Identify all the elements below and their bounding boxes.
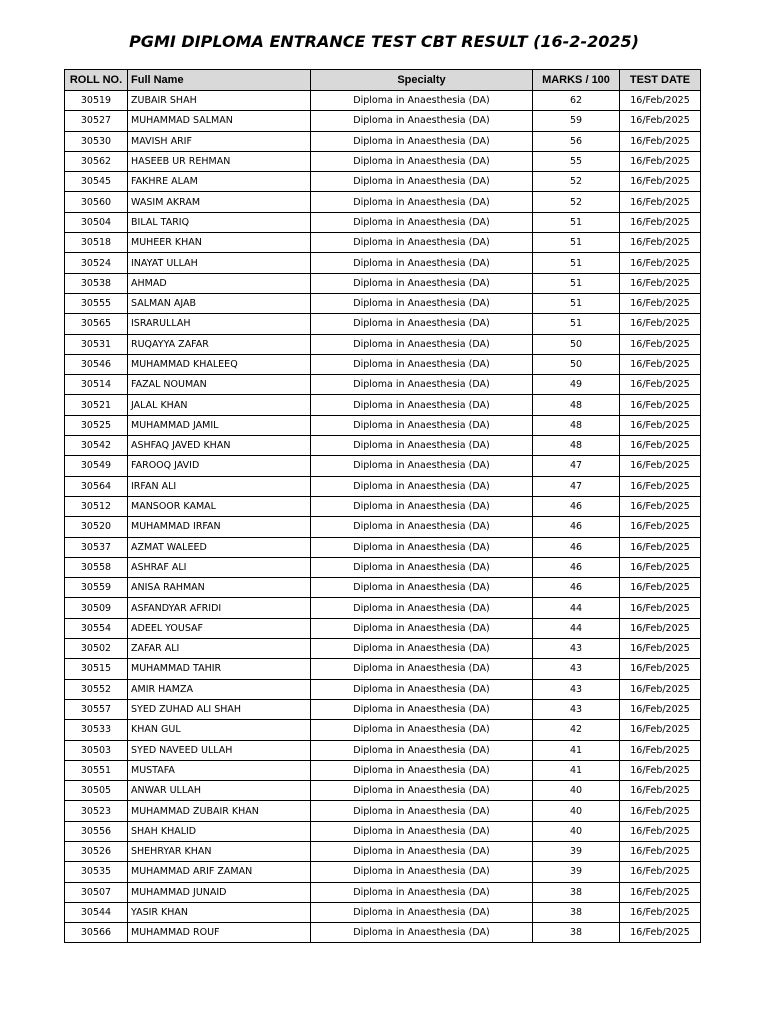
test-date-cell: 16/Feb/2025 <box>620 192 701 212</box>
test-date-cell: 16/Feb/2025 <box>620 598 701 618</box>
specialty-cell: Diploma in Anaesthesia (DA) <box>311 557 533 577</box>
marks-cell: 49 <box>533 375 620 395</box>
table-row <box>65 639 701 659</box>
test-date-cell: 16/Feb/2025 <box>620 212 701 232</box>
test-date-cell: 16/Feb/2025 <box>620 375 701 395</box>
roll-no-cell: 30549 <box>65 456 128 476</box>
specialty-cell: Diploma in Anaesthesia (DA) <box>311 456 533 476</box>
test-date-cell: 16/Feb/2025 <box>620 253 701 273</box>
marks-cell: 47 <box>533 476 620 496</box>
test-date-cell: 16/Feb/2025 <box>620 476 701 496</box>
roll-no-cell: 30527 <box>65 111 128 131</box>
marks-cell: 50 <box>533 334 620 354</box>
specialty-cell: Diploma in Anaesthesia (DA) <box>311 172 533 192</box>
table-row <box>65 354 701 374</box>
table-row <box>65 91 701 111</box>
test-date-cell: 16/Feb/2025 <box>620 578 701 598</box>
specialty-cell: Diploma in Anaesthesia (DA) <box>311 131 533 151</box>
marks-cell: 51 <box>533 212 620 232</box>
specialty-cell: Diploma in Anaesthesia (DA) <box>311 781 533 801</box>
test-date-cell: 16/Feb/2025 <box>620 821 701 841</box>
roll-no-cell: 30554 <box>65 618 128 638</box>
specialty-cell: Diploma in Anaesthesia (DA) <box>311 151 533 171</box>
marks-cell: 47 <box>533 456 620 476</box>
specialty-cell: Diploma in Anaesthesia (DA) <box>311 821 533 841</box>
table-row <box>65 517 701 537</box>
marks-cell: 43 <box>533 659 620 679</box>
specialty-cell: Diploma in Anaesthesia (DA) <box>311 882 533 902</box>
specialty-cell: Diploma in Anaesthesia (DA) <box>311 923 533 943</box>
table-row <box>65 821 701 841</box>
test-date-cell: 16/Feb/2025 <box>620 415 701 435</box>
specialty-cell: Diploma in Anaesthesia (DA) <box>311 354 533 374</box>
roll-no-cell: 30524 <box>65 253 128 273</box>
full-name-cell: AHMAD <box>128 273 311 293</box>
roll-no-cell: 30558 <box>65 557 128 577</box>
specialty-cell: Diploma in Anaesthesia (DA) <box>311 334 533 354</box>
full-name-cell: SHAH KHALID <box>128 821 311 841</box>
marks-cell: 44 <box>533 598 620 618</box>
marks-cell: 41 <box>533 760 620 780</box>
roll-no-cell: 30519 <box>65 91 128 111</box>
full-name-cell: HASEEB UR REHMAN <box>128 151 311 171</box>
roll-no-cell: 30556 <box>65 821 128 841</box>
full-name-cell: MANSOOR KAMAL <box>128 496 311 516</box>
full-name-cell: MUSTAFA <box>128 760 311 780</box>
roll-no-cell: 30537 <box>65 537 128 557</box>
specialty-cell: Diploma in Anaesthesia (DA) <box>311 314 533 334</box>
test-date-cell: 16/Feb/2025 <box>620 720 701 740</box>
full-name-cell: AZMAT WALEED <box>128 537 311 557</box>
full-name-cell: INAYAT ULLAH <box>128 253 311 273</box>
table-row <box>65 131 701 151</box>
specialty-cell: Diploma in Anaesthesia (DA) <box>311 273 533 293</box>
test-date-cell: 16/Feb/2025 <box>620 781 701 801</box>
marks-cell: 44 <box>533 618 620 638</box>
marks-cell: 42 <box>533 720 620 740</box>
full-name-cell: MUHAMMAD ARIF ZAMAN <box>128 862 311 882</box>
marks-cell: 59 <box>533 111 620 131</box>
roll-no-cell: 30514 <box>65 375 128 395</box>
full-name-cell: AMIR HAMZA <box>128 679 311 699</box>
marks-cell: 46 <box>533 557 620 577</box>
table-body <box>65 91 701 943</box>
table-row <box>65 172 701 192</box>
test-date-cell: 16/Feb/2025 <box>620 314 701 334</box>
header-marks: MARKS / 100 <box>533 70 620 91</box>
roll-no-cell: 30530 <box>65 131 128 151</box>
full-name-cell: FAROOQ JAVID <box>128 456 311 476</box>
specialty-cell: Diploma in Anaesthesia (DA) <box>311 91 533 111</box>
full-name-cell: ANWAR ULLAH <box>128 781 311 801</box>
roll-no-cell: 30509 <box>65 598 128 618</box>
roll-no-cell: 30515 <box>65 659 128 679</box>
specialty-cell: Diploma in Anaesthesia (DA) <box>311 253 533 273</box>
marks-cell: 51 <box>533 253 620 273</box>
table-row <box>65 476 701 496</box>
table-row <box>65 720 701 740</box>
roll-no-cell: 30555 <box>65 293 128 313</box>
marks-cell: 38 <box>533 923 620 943</box>
specialty-cell: Diploma in Anaesthesia (DA) <box>311 699 533 719</box>
specialty-cell: Diploma in Anaesthesia (DA) <box>311 639 533 659</box>
full-name-cell: BILAL TARIQ <box>128 212 311 232</box>
full-name-cell: MUHAMMAD JAMIL <box>128 415 311 435</box>
marks-cell: 46 <box>533 496 620 516</box>
test-date-cell: 16/Feb/2025 <box>620 273 701 293</box>
marks-cell: 41 <box>533 740 620 760</box>
table-row <box>65 557 701 577</box>
full-name-cell: MUHAMMAD IRFAN <box>128 517 311 537</box>
marks-cell: 51 <box>533 273 620 293</box>
marks-cell: 51 <box>533 293 620 313</box>
test-date-cell: 16/Feb/2025 <box>620 91 701 111</box>
marks-cell: 39 <box>533 841 620 861</box>
roll-no-cell: 30523 <box>65 801 128 821</box>
roll-no-cell: 30525 <box>65 415 128 435</box>
specialty-cell: Diploma in Anaesthesia (DA) <box>311 659 533 679</box>
specialty-cell: Diploma in Anaesthesia (DA) <box>311 598 533 618</box>
roll-no-cell: 30546 <box>65 354 128 374</box>
specialty-cell: Diploma in Anaesthesia (DA) <box>311 415 533 435</box>
table-row <box>65 293 701 313</box>
roll-no-cell: 30502 <box>65 639 128 659</box>
roll-no-cell: 30560 <box>65 192 128 212</box>
full-name-cell: FAZAL NOUMAN <box>128 375 311 395</box>
marks-cell: 40 <box>533 781 620 801</box>
marks-cell: 62 <box>533 91 620 111</box>
test-date-cell: 16/Feb/2025 <box>620 699 701 719</box>
specialty-cell: Diploma in Anaesthesia (DA) <box>311 233 533 253</box>
table-row <box>65 395 701 415</box>
table-row <box>65 273 701 293</box>
full-name-cell: ASHRAF ALI <box>128 557 311 577</box>
roll-no-cell: 30566 <box>65 923 128 943</box>
roll-no-cell: 30535 <box>65 862 128 882</box>
marks-cell: 46 <box>533 537 620 557</box>
full-name-cell: RUQAYYA ZAFAR <box>128 334 311 354</box>
roll-no-cell: 30564 <box>65 476 128 496</box>
specialty-cell: Diploma in Anaesthesia (DA) <box>311 801 533 821</box>
table-row <box>65 537 701 557</box>
test-date-cell: 16/Feb/2025 <box>620 233 701 253</box>
marks-cell: 51 <box>533 314 620 334</box>
test-date-cell: 16/Feb/2025 <box>620 862 701 882</box>
full-name-cell: MUHAMMAD SALMAN <box>128 111 311 131</box>
full-name-cell: YASIR KHAN <box>128 902 311 922</box>
specialty-cell: Diploma in Anaesthesia (DA) <box>311 192 533 212</box>
full-name-cell: WASIM AKRAM <box>128 192 311 212</box>
table-row <box>65 334 701 354</box>
roll-no-cell: 30538 <box>65 273 128 293</box>
marks-cell: 39 <box>533 862 620 882</box>
specialty-cell: Diploma in Anaesthesia (DA) <box>311 375 533 395</box>
table-row <box>65 841 701 861</box>
full-name-cell: ASHFAQ JAVED KHAN <box>128 436 311 456</box>
marks-cell: 46 <box>533 578 620 598</box>
marks-cell: 52 <box>533 192 620 212</box>
roll-no-cell: 30503 <box>65 740 128 760</box>
full-name-cell: MUHAMMAD TAHIR <box>128 659 311 679</box>
marks-cell: 40 <box>533 801 620 821</box>
marks-cell: 43 <box>533 679 620 699</box>
test-date-cell: 16/Feb/2025 <box>620 618 701 638</box>
test-date-cell: 16/Feb/2025 <box>620 496 701 516</box>
specialty-cell: Diploma in Anaesthesia (DA) <box>311 720 533 740</box>
table-row <box>65 233 701 253</box>
marks-cell: 43 <box>533 639 620 659</box>
test-date-cell: 16/Feb/2025 <box>620 659 701 679</box>
full-name-cell: MUHAMMAD KHALEEQ <box>128 354 311 374</box>
roll-no-cell: 30562 <box>65 151 128 171</box>
specialty-cell: Diploma in Anaesthesia (DA) <box>311 618 533 638</box>
full-name-cell: SYED ZUHAD ALI SHAH <box>128 699 311 719</box>
specialty-cell: Diploma in Anaesthesia (DA) <box>311 537 533 557</box>
full-name-cell: IRFAN ALI <box>128 476 311 496</box>
full-name-cell: MAVISH ARIF <box>128 131 311 151</box>
test-date-cell: 16/Feb/2025 <box>620 801 701 821</box>
test-date-cell: 16/Feb/2025 <box>620 902 701 922</box>
specialty-cell: Diploma in Anaesthesia (DA) <box>311 395 533 415</box>
specialty-cell: Diploma in Anaesthesia (DA) <box>311 212 533 232</box>
table-row <box>65 659 701 679</box>
roll-no-cell: 30504 <box>65 212 128 232</box>
roll-no-cell: 30542 <box>65 436 128 456</box>
full-name-cell: JALAL KHAN <box>128 395 311 415</box>
table-row <box>65 760 701 780</box>
full-name-cell: MUHEER KHAN <box>128 233 311 253</box>
header-specialty: Specialty <box>311 70 533 91</box>
header-row <box>65 70 701 91</box>
table-row <box>65 618 701 638</box>
test-date-cell: 16/Feb/2025 <box>620 923 701 943</box>
roll-no-cell: 30507 <box>65 882 128 902</box>
marks-cell: 38 <box>533 882 620 902</box>
test-date-cell: 16/Feb/2025 <box>620 760 701 780</box>
table-row <box>65 801 701 821</box>
roll-no-cell: 30552 <box>65 679 128 699</box>
full-name-cell: MUHAMMAD ZUBAIR KHAN <box>128 801 311 821</box>
table-row <box>65 192 701 212</box>
full-name-cell: ZUBAIR SHAH <box>128 91 311 111</box>
table-row <box>65 253 701 273</box>
full-name-cell: ADEEL YOUSAF <box>128 618 311 638</box>
full-name-cell: KHAN GUL <box>128 720 311 740</box>
table-row <box>65 679 701 699</box>
roll-no-cell: 30505 <box>65 781 128 801</box>
roll-no-cell: 30518 <box>65 233 128 253</box>
header-full-name: Full Name <box>128 70 311 91</box>
test-date-cell: 16/Feb/2025 <box>620 517 701 537</box>
roll-no-cell: 30520 <box>65 517 128 537</box>
results-table <box>64 69 701 943</box>
table-row <box>65 212 701 232</box>
marks-cell: 48 <box>533 436 620 456</box>
roll-no-cell: 30544 <box>65 902 128 922</box>
test-date-cell: 16/Feb/2025 <box>620 111 701 131</box>
roll-no-cell: 30512 <box>65 496 128 516</box>
test-date-cell: 16/Feb/2025 <box>620 334 701 354</box>
roll-no-cell: 30533 <box>65 720 128 740</box>
full-name-cell: MUHAMMAD ROUF <box>128 923 311 943</box>
specialty-cell: Diploma in Anaesthesia (DA) <box>311 436 533 456</box>
specialty-cell: Diploma in Anaesthesia (DA) <box>311 517 533 537</box>
full-name-cell: ISRARULLAH <box>128 314 311 334</box>
specialty-cell: Diploma in Anaesthesia (DA) <box>311 841 533 861</box>
marks-cell: 51 <box>533 233 620 253</box>
table-row <box>65 740 701 760</box>
roll-no-cell: 30565 <box>65 314 128 334</box>
table-row <box>65 375 701 395</box>
marks-cell: 48 <box>533 415 620 435</box>
specialty-cell: Diploma in Anaesthesia (DA) <box>311 476 533 496</box>
table-row <box>65 902 701 922</box>
full-name-cell: SHEHRYAR KHAN <box>128 841 311 861</box>
test-date-cell: 16/Feb/2025 <box>620 151 701 171</box>
specialty-cell: Diploma in Anaesthesia (DA) <box>311 902 533 922</box>
header-roll-no: ROLL NO. <box>65 70 128 91</box>
marks-cell: 40 <box>533 821 620 841</box>
table-row <box>65 923 701 943</box>
test-date-cell: 16/Feb/2025 <box>620 740 701 760</box>
marks-cell: 38 <box>533 902 620 922</box>
specialty-cell: Diploma in Anaesthesia (DA) <box>311 293 533 313</box>
test-date-cell: 16/Feb/2025 <box>620 841 701 861</box>
full-name-cell: ANISA RAHMAN <box>128 578 311 598</box>
test-date-cell: 16/Feb/2025 <box>620 456 701 476</box>
table-row <box>65 314 701 334</box>
full-name-cell: SYED NAVEED ULLAH <box>128 740 311 760</box>
table-row <box>65 151 701 171</box>
roll-no-cell: 30545 <box>65 172 128 192</box>
test-date-cell: 16/Feb/2025 <box>620 557 701 577</box>
full-name-cell: SALMAN AJAB <box>128 293 311 313</box>
page-title: PGMI DIPLOMA ENTRANCE TEST CBT RESULT (16-2-2025) <box>129 32 639 51</box>
table-header <box>65 70 701 91</box>
marks-cell: 43 <box>533 699 620 719</box>
roll-no-cell: 30557 <box>65 699 128 719</box>
test-date-cell: 16/Feb/2025 <box>620 354 701 374</box>
specialty-cell: Diploma in Anaesthesia (DA) <box>311 679 533 699</box>
roll-no-cell: 30559 <box>65 578 128 598</box>
test-date-cell: 16/Feb/2025 <box>620 679 701 699</box>
specialty-cell: Diploma in Anaesthesia (DA) <box>311 578 533 598</box>
header-test-date: TEST DATE <box>620 70 701 91</box>
test-date-cell: 16/Feb/2025 <box>620 639 701 659</box>
marks-cell: 52 <box>533 172 620 192</box>
specialty-cell: Diploma in Anaesthesia (DA) <box>311 760 533 780</box>
specialty-cell: Diploma in Anaesthesia (DA) <box>311 862 533 882</box>
test-date-cell: 16/Feb/2025 <box>620 395 701 415</box>
test-date-cell: 16/Feb/2025 <box>620 293 701 313</box>
test-date-cell: 16/Feb/2025 <box>620 172 701 192</box>
marks-cell: 50 <box>533 354 620 374</box>
marks-cell: 56 <box>533 131 620 151</box>
full-name-cell: ZAFAR ALI <box>128 639 311 659</box>
table-row <box>65 862 701 882</box>
table-row <box>65 699 701 719</box>
specialty-cell: Diploma in Anaesthesia (DA) <box>311 111 533 131</box>
marks-cell: 48 <box>533 395 620 415</box>
table-row <box>65 111 701 131</box>
roll-no-cell: 30551 <box>65 760 128 780</box>
roll-no-cell: 30531 <box>65 334 128 354</box>
roll-no-cell: 30521 <box>65 395 128 415</box>
test-date-cell: 16/Feb/2025 <box>620 882 701 902</box>
marks-cell: 46 <box>533 517 620 537</box>
full-name-cell: ASFANDYAR AFRIDI <box>128 598 311 618</box>
table-row <box>65 598 701 618</box>
table-row <box>65 496 701 516</box>
full-name-cell: FAKHRE ALAM <box>128 172 311 192</box>
test-date-cell: 16/Feb/2025 <box>620 537 701 557</box>
table-row <box>65 436 701 456</box>
test-date-cell: 16/Feb/2025 <box>620 436 701 456</box>
table-row <box>65 415 701 435</box>
table-row <box>65 781 701 801</box>
table-row <box>65 578 701 598</box>
specialty-cell: Diploma in Anaesthesia (DA) <box>311 740 533 760</box>
table-row <box>65 882 701 902</box>
roll-no-cell: 30526 <box>65 841 128 861</box>
marks-cell: 55 <box>533 151 620 171</box>
specialty-cell: Diploma in Anaesthesia (DA) <box>311 496 533 516</box>
test-date-cell: 16/Feb/2025 <box>620 131 701 151</box>
table-row <box>65 456 701 476</box>
full-name-cell: MUHAMMAD JUNAID <box>128 882 311 902</box>
